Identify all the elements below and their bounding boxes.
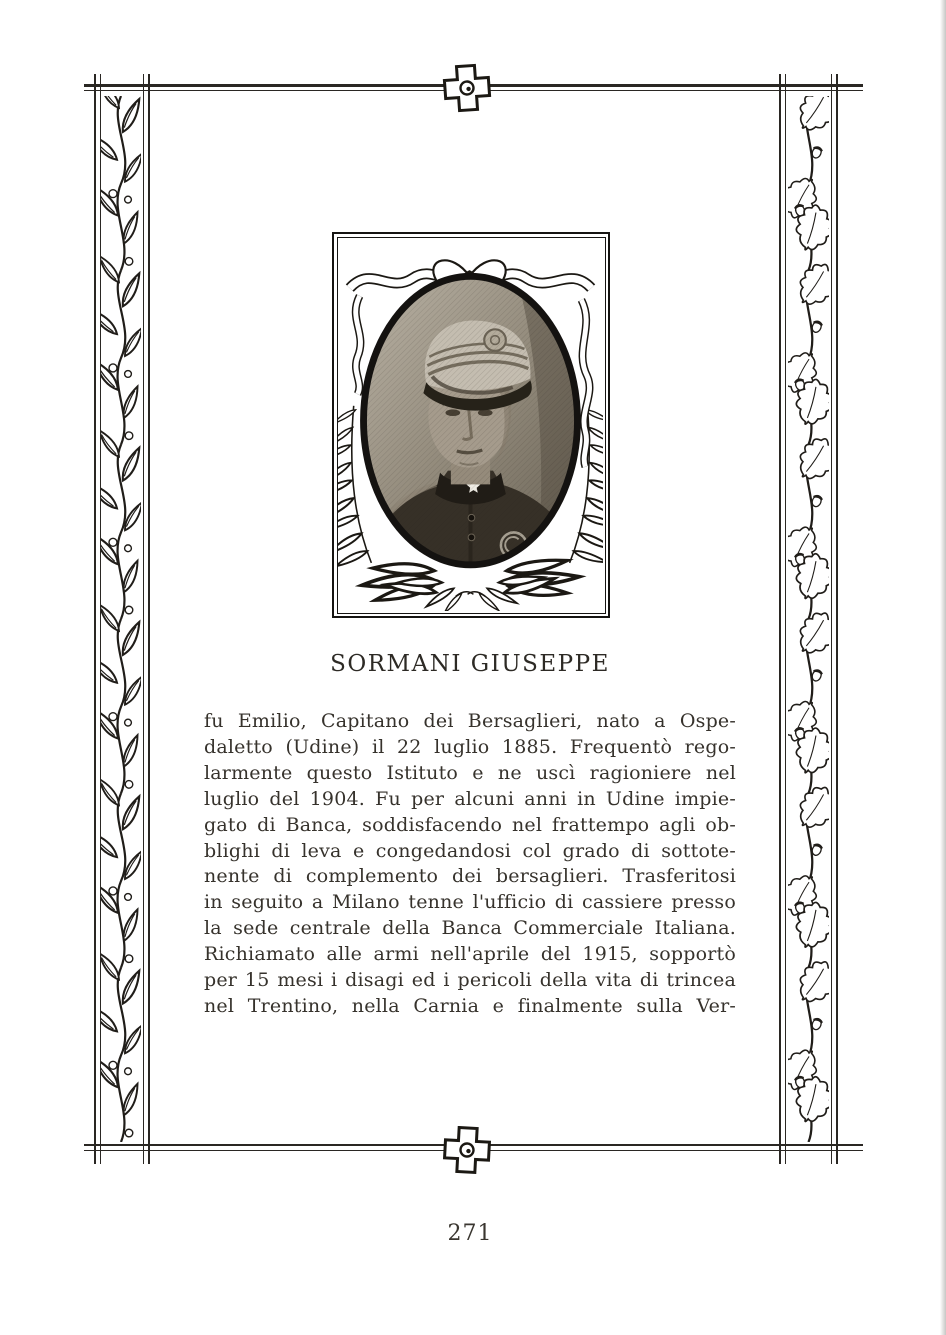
border-right-inner-rule-2 <box>785 74 786 1164</box>
body-line: gato di Banca, soddisfacendo nel frattempo agli ob- <box>204 813 736 836</box>
body-line: per 15 mesi i disagi ed i pericoli della vita di trincea <box>204 969 736 992</box>
border-right-outer-rule <box>836 74 838 1164</box>
page-title: SORMANI GIUSEPPE <box>330 651 610 677</box>
page-number: 271 <box>447 1221 493 1246</box>
body-line: daletto (Udine) il 22 luglio 1885. Frequentò rego- <box>204 735 736 758</box>
border-left-inner-rule <box>148 74 150 1164</box>
cross-medallion-top-icon <box>440 61 494 115</box>
body-line: blighi di leva e congedandosi col grado di sottote- <box>204 839 736 862</box>
body-line: nente di complemento dei bersaglieri. Trasferitosi <box>204 865 736 888</box>
body-line: fu Emilio, Capitano dei Bersaglieri, nato a Ospe- <box>204 710 736 732</box>
body-line: larmente questo Istituto e ne uscì ragioniere nel <box>204 761 736 784</box>
body-line: luglio del 1904. Fu per alcuni anni in Udine impie- <box>204 787 736 810</box>
laurel-vine-left-icon <box>101 96 141 1142</box>
portrait-frame <box>332 232 610 618</box>
portrait-photo <box>338 238 603 611</box>
cross-medallion-bottom-icon <box>440 1123 494 1177</box>
body-text <box>204 709 736 1020</box>
border-right-inner-rule <box>779 74 781 1164</box>
border-left-outer-rule <box>94 74 96 1164</box>
border-right-outer-rule-2 <box>831 74 832 1164</box>
body-line: nel Trentino, nella Carnia e finalmente sulla Ver- <box>204 994 736 1017</box>
oak-vine-right-icon <box>788 96 829 1142</box>
body-line: in seguito a Milano tenne l'ufficio di cassiere presso <box>204 891 736 914</box>
body-line: la sede centrale della Banca Commerciale Italiana. <box>204 917 736 940</box>
scan-edge-shadow <box>940 0 946 1335</box>
border-left-inner-rule-2 <box>143 74 144 1164</box>
body-line: Richiamato alle armi nell'aprile del 1915, sopportò <box>204 943 736 966</box>
soldier-portrait-icon <box>338 239 603 610</box>
